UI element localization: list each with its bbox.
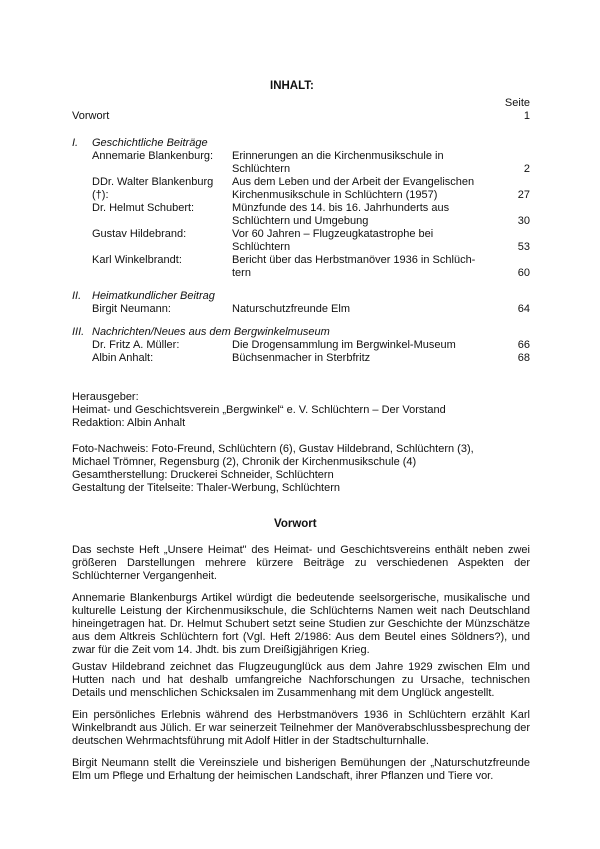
publisher-line: Heimat- und Geschichtsverein „Bergwinkel“ e. V. Schlüchtern – Der Vorstand [72, 404, 446, 416]
toc-article-title-line: tern [232, 267, 251, 279]
toc-article-title-line: Die Drogensammlung im Bergwinkel-Museum [232, 339, 456, 351]
photo-credits-line: Foto-Nachweis: Foto-Freund, Schlüchtern (6), Gustav Hildebrand, Schlüchtern (3), [72, 443, 474, 455]
toc-author: Karl Winkelbrandt: [92, 254, 182, 266]
toc-author: Dr. Helmut Schubert: [92, 202, 195, 214]
foreword-paragraph: Birgit Neumann stellt die Vereinsziele und bisherigen Bemühungen der „Naturschutzfreunde Elm um Pflege und Erhaltung der heimischen Landschaft, ihrer Pflanzen und Tiere vor. [72, 757, 530, 782]
foreword-paragraph: Ein persönliches Erlebnis während des Herbstmanövers 1936 in Schlüchtern erzählt Karl Winkelbrandt aus Jülich. Er war seinerzeit Teilnehmer der Manöverabschlussbesprechung der deutschen Wehrmachtsführung mit Adolf Hitler in der Stadtschulturnhalle. [72, 709, 530, 747]
toc-page-number: 30 [517, 215, 530, 227]
foreword-paragraph: Annemarie Blankenburgs Artikel würdigt die bedeutende seelsorgerische, musikalische und kulturelle Leistung der Kirchenmusikschule, die Schlüchterns Namen weit nach Deutschland hineingetragen hat. Dr. Helmut Schubert setzt seine Studien zur Geschichte der Münzschätze aus dem Altkreis Schlüchtern fort (Vgl. Heft 2/1986: Aus dem Beutel eines Söldners?), und zwar für die Zeit vom 14. Jhdt. bis zum Dreißigjährigen Krieg. [72, 592, 530, 656]
section-number: III. [72, 326, 85, 338]
toc-page-number: 53 [517, 241, 530, 253]
toc-author: Birgit Neumann: [92, 303, 171, 315]
cover-design-line: Gestaltung der Titelseite: Thaler-Werbung, Schlüchtern [72, 482, 341, 494]
toc-vorwort-label: Vorwort [72, 110, 110, 122]
foreword-paragraph: Das sechste Heft „Unsere Heimat" des Heimat- und Geschichtsvereins enthält neben zwei größeren Darstellungen mehrere kürzere Beiträge zu verschiedenen Aspekten der Schlüchterner Vergangenheit. [72, 544, 530, 582]
toc-author: Gustav Hildebrand: [92, 228, 187, 240]
toc-author: Albin Anhalt: [92, 352, 154, 364]
toc-author: Dr. Fritz A. Müller: [92, 339, 180, 351]
toc-article-title-line: Naturschutzfreunde Elm [232, 303, 350, 315]
page-column-label: Seite [504, 97, 530, 109]
photo-credits-line: Michael Trömner, Regensburg (2), Chronik der Kirchenmusikschule (4) [72, 456, 417, 468]
toc-page-number: 64 [517, 303, 530, 315]
toc-article-title-line: Schlüchtern [232, 241, 291, 253]
toc-article-title-line: Aus dem Leben und der Arbeit der Evangelischen [232, 176, 475, 188]
section-title: Heimatkundlicher Beitrag [92, 290, 215, 302]
toc-article-title-line: Erinnerungen an die Kirchenmusikschule in [232, 150, 444, 162]
section-number: II. [72, 290, 82, 302]
toc-author: Annemarie Blankenburg: [92, 150, 214, 162]
toc-page-number: 27 [517, 189, 530, 201]
section-title: Geschichtliche Beiträge [92, 137, 208, 149]
foreword-heading: Vorwort [274, 518, 317, 530]
section-title: Nachrichten/Neues aus dem Bergwinkelmuseum [92, 326, 330, 338]
foreword-paragraph: Gustav Hildebrand zeichnet das Flugzeugunglück aus dem Jahre 1929 zwischen Elm und Hutten nach und hat deshalb umfangreiche Nachforschungen zu Ursache, technischen Details und menschlichen Schicksalen im Zusammenhang mit dem Unglück angestellt. [72, 661, 530, 699]
toc-article-title-line: Schlüchtern und Umgebung [232, 215, 369, 227]
toc-page-number: 60 [517, 267, 530, 279]
editor-line: Redaktion: Albin Anhalt [72, 417, 186, 429]
production-line: Gesamtherstellung: Druckerei Schneider, Schlüchtern [72, 469, 334, 481]
toc-article-title-line: Büchsenmacher in Sterbfritz [232, 352, 371, 364]
toc-heading: INHALT: [270, 80, 314, 92]
toc-article-title-line: Vor 60 Jahren – Flugzeugkatastrophe bei [232, 228, 434, 240]
toc-article-title-line: Schlüchtern [232, 163, 291, 175]
toc-page-number: 66 [517, 339, 530, 351]
section-number: I. [72, 137, 79, 149]
toc-author: DDr. Walter Blankenburg (†): [92, 176, 214, 201]
toc-article-title-line: Münzfunde des 14. bis 16. Jahrhunderts aus [232, 202, 450, 214]
publisher-label: Herausgeber: [72, 391, 139, 403]
toc-article-title-line: Bericht über das Herbstmanöver 1936 in Schlüch- [232, 254, 476, 266]
toc-page-number: 68 [517, 352, 530, 364]
toc-page-number: 2 [523, 163, 530, 175]
toc-article-title-line: Kirchenmusikschule in Schlüchtern (1957) [232, 189, 438, 201]
toc-vorwort-page: 1 [523, 110, 530, 122]
